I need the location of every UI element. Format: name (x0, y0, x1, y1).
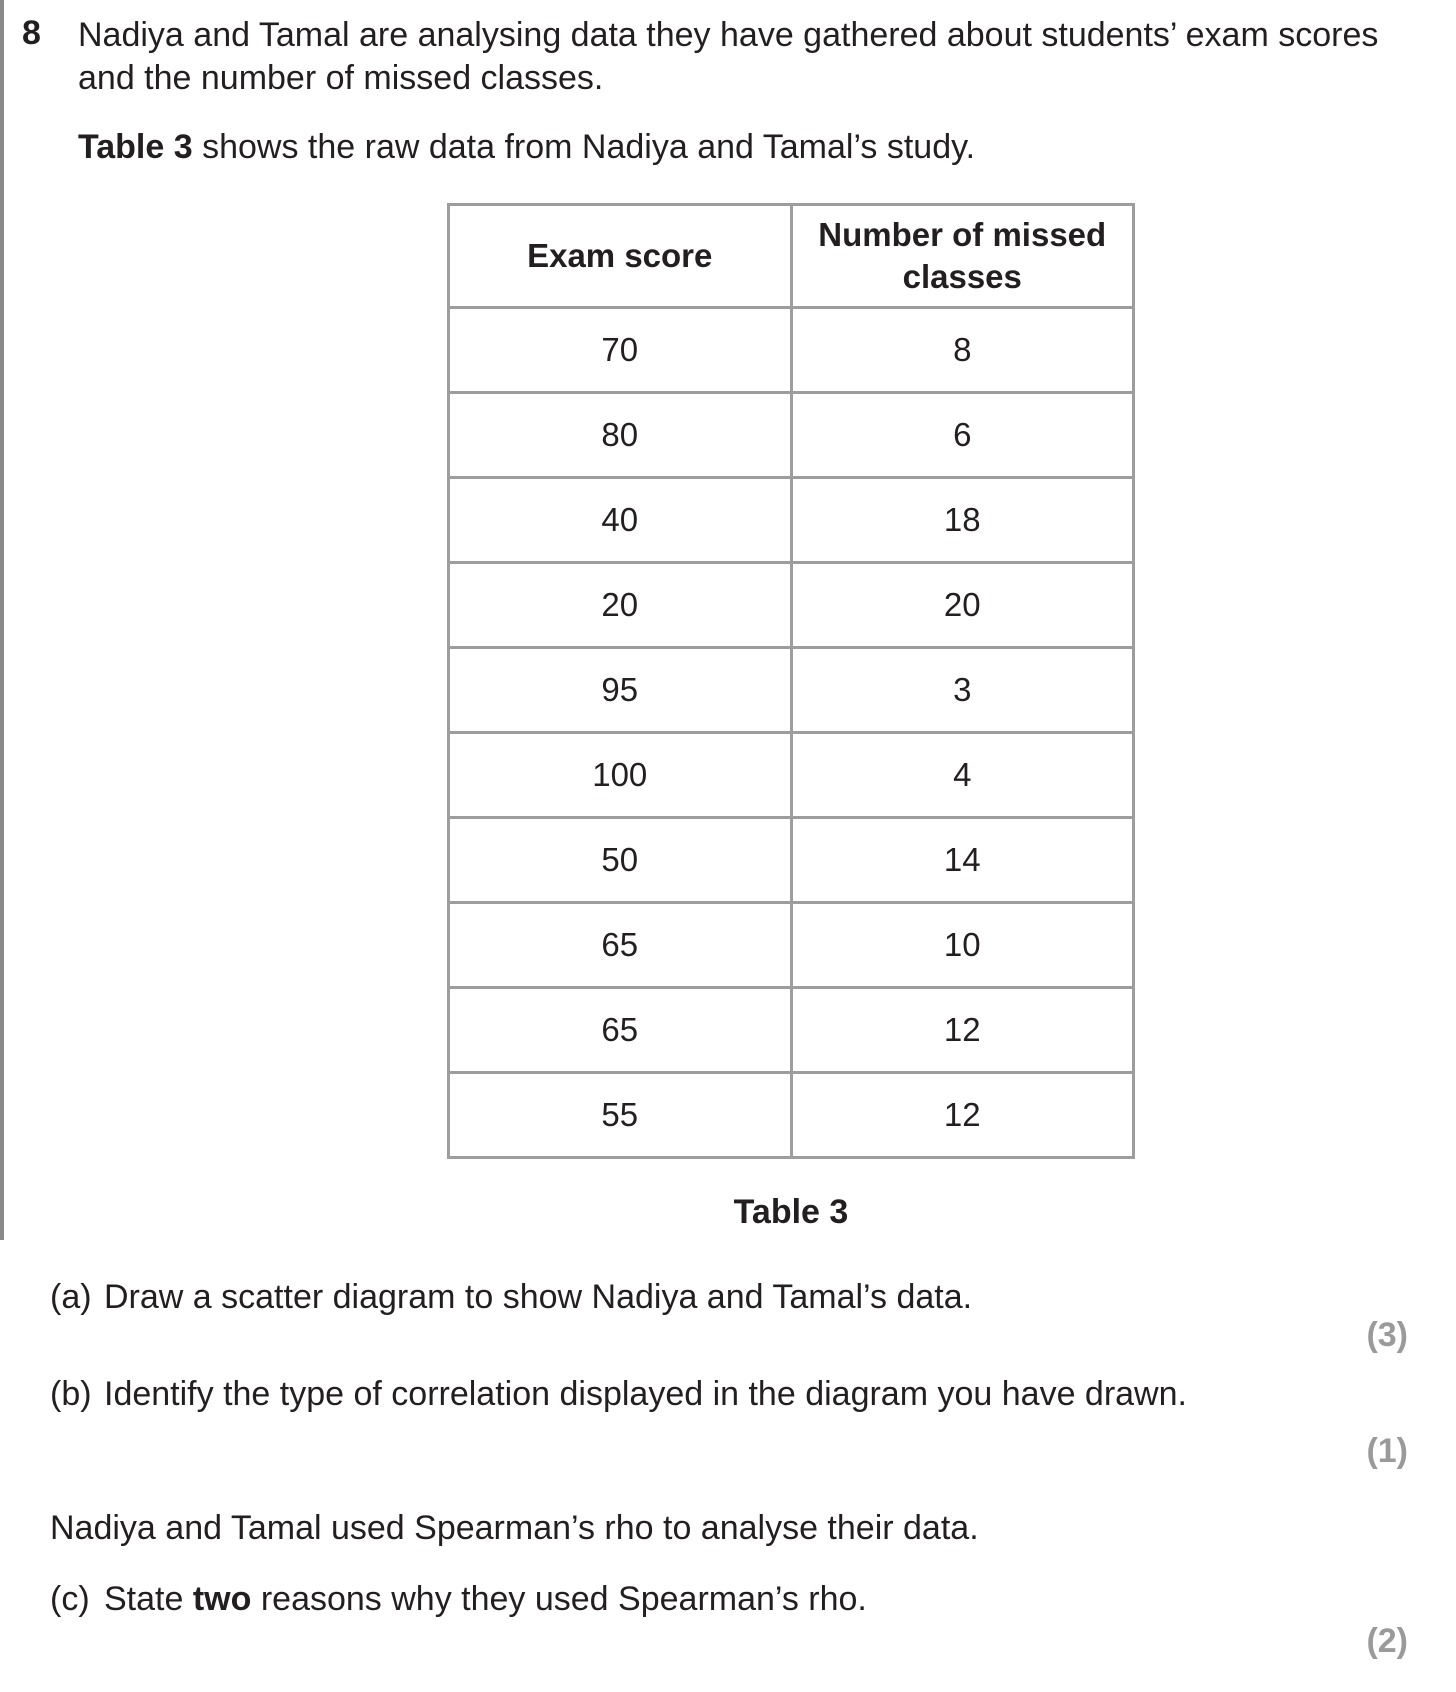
part-b-label: (b) (50, 1375, 92, 1413)
part-c-marks: (2) (1366, 1622, 1408, 1660)
data-table (447, 203, 1135, 1159)
table-row (449, 648, 1134, 733)
part-b (50, 1375, 1187, 1414)
cell-missed-classes: 10 (791, 903, 1134, 988)
question-number: 8 (22, 14, 41, 52)
table-header-row (449, 205, 1134, 308)
table-row (449, 308, 1134, 393)
cell-missed-classes: 12 (791, 988, 1134, 1073)
cell-exam-score: 55 (449, 1073, 792, 1158)
table-row (449, 478, 1134, 563)
part-b-text: Identify the type of correlation displayed in the diagram you have drawn. (104, 1375, 1187, 1413)
table-row (449, 1073, 1134, 1158)
part-a-label: (a) (50, 1278, 92, 1316)
cell-exam-score: 100 (449, 733, 792, 818)
header-exam-score: Exam score (449, 205, 792, 308)
part-a (50, 1278, 972, 1317)
cell-missed-classes: 8 (791, 308, 1134, 393)
left-margin-rule (0, 0, 4, 1240)
part-c-text-bold: two (192, 1580, 252, 1618)
cell-missed-classes: 3 (791, 648, 1134, 733)
cell-missed-classes: 4 (791, 733, 1134, 818)
part-c (50, 1580, 867, 1619)
cell-exam-score: 20 (449, 563, 792, 648)
cell-exam-score: 80 (449, 393, 792, 478)
table-row (449, 563, 1134, 648)
cell-missed-classes: 18 (791, 478, 1134, 563)
cell-missed-classes: 12 (791, 1073, 1134, 1158)
cell-exam-score: 65 (449, 988, 792, 1073)
table-row (449, 988, 1134, 1073)
cell-exam-score: 40 (449, 478, 792, 563)
table-row (449, 818, 1134, 903)
part-c-text-after: reasons why they used Spearman’s rho. (251, 1580, 867, 1618)
header-missed-classes: Number of missed classes (791, 205, 1134, 308)
cell-exam-score: 65 (449, 903, 792, 988)
table-reference (78, 128, 975, 167)
cell-missed-classes: 14 (791, 818, 1134, 903)
question-intro: Nadiya and Tamal are analysing data they have gathered about students’ exam scores and the number of missed classes. (78, 16, 1379, 97)
table-caption: Table 3 (733, 1193, 849, 1231)
cell-missed-classes: 20 (791, 563, 1134, 648)
cell-missed-classes: 6 (791, 393, 1134, 478)
part-a-text: Draw a scatter diagram to show Nadiya and Tamal’s data. (104, 1278, 973, 1316)
part-b-marks: (1) (1366, 1432, 1408, 1470)
cell-exam-score: 95 (449, 648, 792, 733)
table-reference-text: shows the raw data from Nadiya and Tamal’s study. (192, 128, 976, 166)
part-c-text-before: State (104, 1580, 193, 1618)
table-reference-bold: Table 3 (78, 128, 193, 166)
cell-exam-score: 70 (449, 308, 792, 393)
spearman-stem: Nadiya and Tamal used Spearman’s rho to analyse their data. (50, 1509, 979, 1547)
cell-exam-score: 50 (449, 818, 792, 903)
table-row (449, 903, 1134, 988)
part-c-label: (c) (50, 1580, 90, 1618)
table-row (449, 393, 1134, 478)
part-a-marks: (3) (1366, 1316, 1408, 1354)
table-row (449, 733, 1134, 818)
